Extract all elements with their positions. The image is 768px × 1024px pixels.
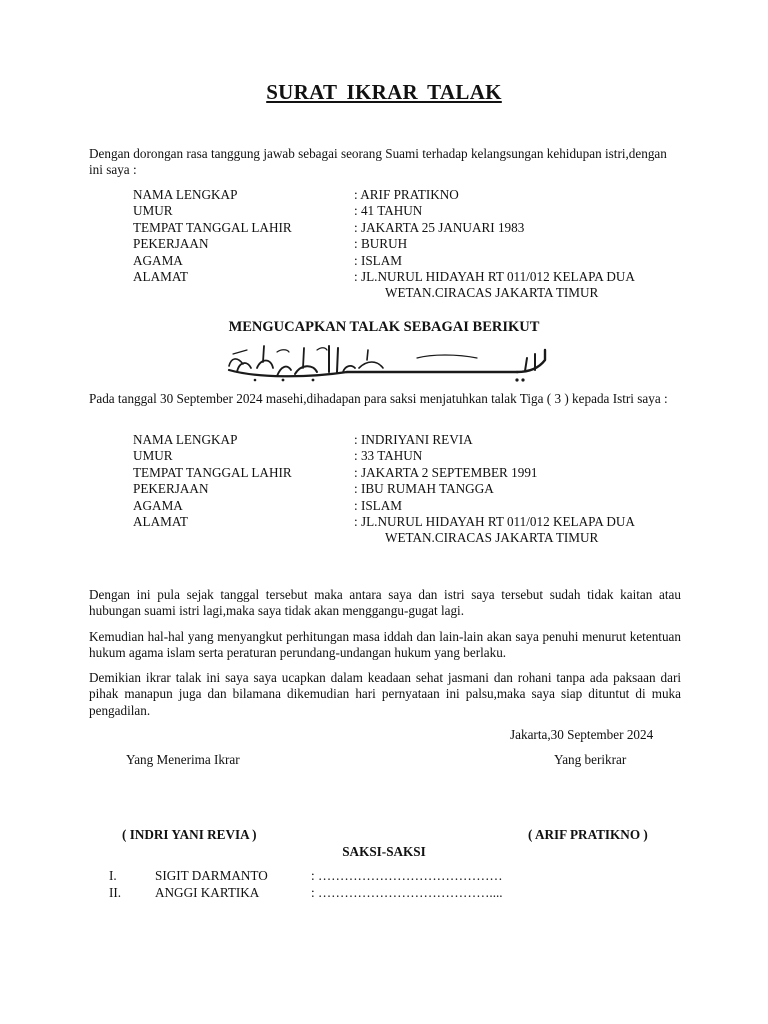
place-date: Jakarta,30 September 2024 <box>510 727 654 742</box>
husband-row <box>133 187 693 203</box>
witness-signature-line: : …………………………………… <box>311 868 503 883</box>
field-value: : JAKARTA 25 JANUARI 1983 <box>354 219 525 235</box>
field-value: : 41 TAHUN <box>354 203 423 219</box>
witnesses-heading: SAKSI-SAKSI <box>342 844 426 859</box>
field-label: AGAMA <box>133 252 183 268</box>
witness-signature-line: : ………………………………….... <box>311 885 503 900</box>
field-label: PEKERJAAN <box>133 236 209 252</box>
field-value: : INDRIYANI REVIA <box>354 432 473 447</box>
wife-row <box>133 465 693 481</box>
address-continuation: WETAN.CIRACAS JAKARTA TIMUR <box>385 285 599 301</box>
field-value: : ISLAM <box>354 252 402 268</box>
field-label: UMUR <box>133 448 173 464</box>
witness-number: II. <box>109 885 122 900</box>
field-label: AGAMA <box>133 497 183 513</box>
husband-details <box>133 187 693 302</box>
declaration-paragraph: Pada tanggal 30 September 2024 masehi,dihadapan para saksi menjatuhkan talak Tiga ( 3 ) kepada Istri saya : <box>89 391 668 406</box>
receiver-name: ( INDRI YANI REVIA ) <box>122 827 257 842</box>
husband-row <box>133 269 693 285</box>
wife-row <box>133 432 693 448</box>
calligraphy-image <box>217 338 557 386</box>
husband-row <box>133 285 693 301</box>
witness-number: I. <box>109 868 117 883</box>
address-continuation: WETAN.CIRACAS JAKARTA TIMUR <box>385 530 599 546</box>
field-value: : JL.NURUL HIDAYAH RT 011/012 KELAPA DUA <box>354 513 635 529</box>
intro-paragraph: Dengan dorongan rasa tanggung jawab sebagai seorang Suami terhadap kelangsungan kehidupan istri,dengan ini saya : <box>89 146 667 178</box>
field-label: PEKERJAAN <box>133 481 209 497</box>
wife-details <box>133 432 693 547</box>
witness-row <box>109 868 609 885</box>
field-value: : IBU RUMAH TANGGA <box>354 481 494 497</box>
witness-row <box>109 885 609 902</box>
field-label: UMUR <box>133 203 173 219</box>
field-value: : ARIF PRATIKNO <box>354 187 459 202</box>
wife-row <box>133 530 693 546</box>
declarer-name: ( ARIF PRATIKNO ) <box>528 827 648 842</box>
paragraph-2: Kemudian hal-hal yang menyangkut perhitungan masa iddah dan lain-lain akan saya penuhi menurut ketentuan hukum agama islam serta peraturan perundang-undangan hukum yang berlaku. <box>89 629 681 661</box>
husband-row <box>133 253 693 269</box>
witness-name: ANGGI KARTIKA <box>155 885 260 900</box>
section-heading: MENGUCAPKAN TALAK SEBAGAI BERIKUT <box>228 319 540 335</box>
field-value: : JAKARTA 2 SEPTEMBER 1991 <box>354 464 538 480</box>
field-label: NAMA LENGKAP <box>133 432 238 447</box>
witness-name: SIGIT DARMANTO <box>155 868 268 883</box>
wife-row <box>133 498 693 514</box>
field-value: : ISLAM <box>354 497 402 513</box>
field-label: NAMA LENGKAP <box>133 187 238 202</box>
document-title: SURAT IKRAR TALAK <box>266 80 502 104</box>
husband-row <box>133 236 693 252</box>
wife-row <box>133 514 693 530</box>
field-label: TEMPAT TANGGAL LAHIR <box>133 464 292 480</box>
witnesses-list <box>109 868 609 902</box>
paragraph-1: Dengan ini pula sejak tanggal tersebut maka antara saya dan istri saya tersebut sudah tidak kaitan atau hubungan suami istri lagi,maka saya tidak akan menggangu-gugat lagi. <box>89 587 681 619</box>
bismillah-calligraphy <box>217 338 557 386</box>
field-value: : 33 TAHUN <box>354 448 423 464</box>
wife-row <box>133 481 693 497</box>
field-label: TEMPAT TANGGAL LAHIR <box>133 219 292 235</box>
receiver-label: Yang Menerima Ikrar <box>126 752 240 767</box>
husband-row <box>133 203 693 219</box>
field-label: ALAMAT <box>133 513 188 529</box>
declarer-label: Yang berikrar <box>554 752 627 767</box>
field-label: ALAMAT <box>133 268 188 284</box>
wife-row <box>133 448 693 464</box>
field-value: : BURUH <box>354 236 408 252</box>
field-value: : JL.NURUL HIDAYAH RT 011/012 KELAPA DUA <box>354 268 635 284</box>
husband-row <box>133 220 693 236</box>
paragraph-3: Demikian ikrar talak ini saya saya ucapkan dalam keadaan sehat jasmani dan rohani tanpa ada paksaan dari pihak manapun juga dan bilamana dikemudian hari pernyataan ini palsu,maka saya siap dituntut di muka pengadilan. <box>89 670 681 718</box>
